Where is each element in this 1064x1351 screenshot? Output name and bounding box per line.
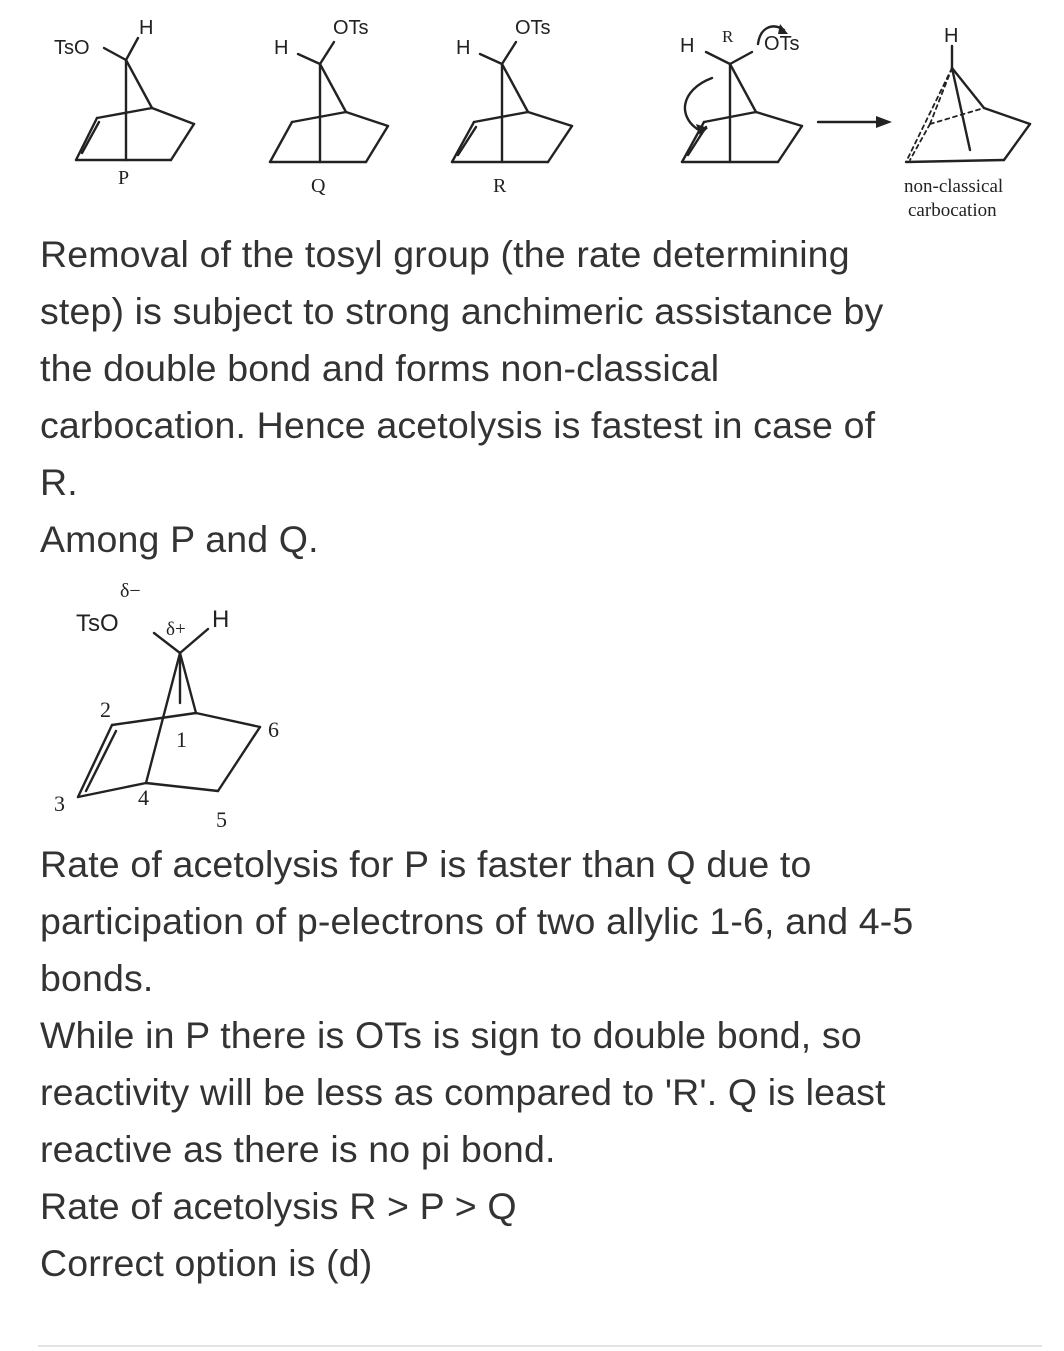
delta-plus-label: δ+ <box>166 619 186 640</box>
reaction-arrow <box>818 116 892 128</box>
structure-r <box>452 17 572 197</box>
text-line: While in P there is OTs is sign to double bond, so <box>40 1014 862 1056</box>
caption-line-1: non-classical <box>904 176 1004 197</box>
text-line: carbocation. Hence acetolysis is fastest in case of <box>40 404 876 446</box>
caption-line-2: carbocation <box>908 200 997 221</box>
carbon-4-label: 4 <box>138 785 149 810</box>
text-line: reactivity will be less as compared to 'R'. Q is least <box>40 1071 886 1113</box>
structure-p <box>54 17 194 189</box>
text-line: step) is subject to strong anchimeric assistance by <box>40 290 884 332</box>
text-line: participation of p-electrons of two allylic 1-6, and 4-5 <box>40 900 914 942</box>
text-line: reactive as there is no pi bond. <box>40 1128 556 1170</box>
text-line: the double bond and forms non-classical <box>40 347 720 389</box>
carbon-2-label: 2 <box>100 697 111 722</box>
text-line: Removal of the tosyl group (the rate determining <box>40 233 850 275</box>
explanation-paragraph-4 <box>40 1007 886 1178</box>
mech-ots-label: OTs <box>764 33 800 55</box>
non-classical-carbocation-structure <box>904 25 1030 221</box>
bottom-divider <box>38 1345 1042 1347</box>
mech-h-label: H <box>680 35 695 57</box>
q-ots-label: OTs <box>333 17 369 39</box>
numbered-norbornene-figure <box>0 575 320 835</box>
rate-order-statement <box>40 1178 517 1235</box>
electron-push-arrow <box>685 78 712 132</box>
structure-q <box>270 17 388 197</box>
p-tso-label: TsO <box>54 37 90 59</box>
r-h-label: H <box>456 37 471 59</box>
q-label: Q <box>311 175 326 197</box>
carbocation-h-label: H <box>944 25 959 47</box>
carbon-3-label: 3 <box>54 791 65 816</box>
carbon-1-label: 1 <box>176 727 187 752</box>
text-line: bonds. <box>40 957 154 999</box>
delta-minus-label: δ− <box>120 580 141 602</box>
p-label: P <box>118 167 130 189</box>
correct-option-statement <box>40 1235 372 1292</box>
mechanism-structure <box>680 24 802 162</box>
text-line: Among P and Q. <box>40 518 319 560</box>
explanation-paragraph-3 <box>40 836 913 1007</box>
tso-label: TsO <box>76 610 119 637</box>
carbon-5-label: 5 <box>216 807 227 832</box>
explanation-paragraph-1 <box>40 226 883 511</box>
h-label: H <box>212 606 230 633</box>
norbornene-structures-figure <box>0 0 1064 225</box>
text-line: R. <box>40 461 78 503</box>
r-ots-label: OTs <box>515 17 551 39</box>
q-h-label: H <box>274 37 289 59</box>
explanation-paragraph-2 <box>40 511 319 568</box>
text-line: Rate of acetolysis for P is faster than Q due to <box>40 843 812 885</box>
p-h-label: H <box>139 17 154 39</box>
mech-r-label: R <box>722 27 734 46</box>
r-label: R <box>493 175 507 197</box>
carbon-6-label: 6 <box>268 717 279 742</box>
text-line: Correct option is (d) <box>40 1242 373 1284</box>
text-line: Rate of acetolysis R > P > Q <box>40 1185 517 1227</box>
